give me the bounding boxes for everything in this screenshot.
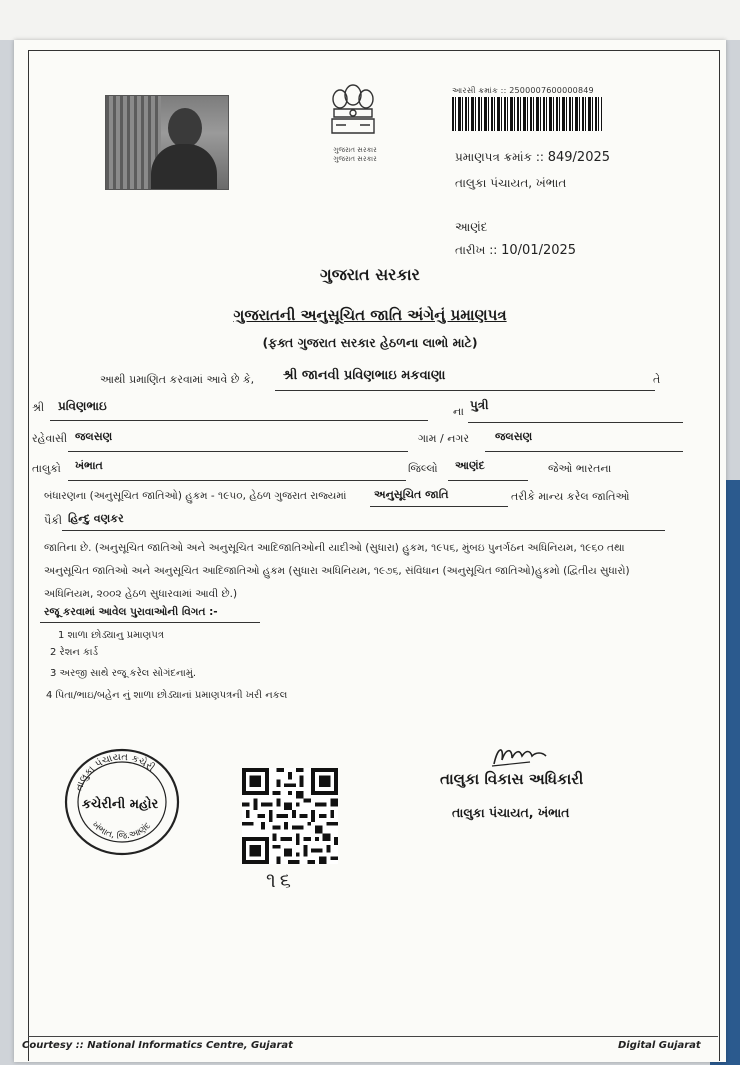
applicant-name: શ્રી જાનવી પ્રવિણભાઇ મકવાણા: [283, 368, 446, 383]
emblem-caption: ગુજરાત સરકાર ગુજરાત સરકાર: [333, 146, 377, 163]
signatory-title: તાલુકા વિકાસ અધિકારી: [440, 770, 584, 788]
certificate-title: ગુજરાતની અનુસૂચિત જાતિ અંગેનું પ્રમાણપત્ર: [233, 306, 507, 324]
evidence-item: 2 રેશન કાર્ડ: [50, 647, 99, 658]
signature-mark: [490, 742, 550, 770]
issuing-office: તાલુકા પંચાયત, ખંભાત: [455, 176, 567, 190]
evidence-item: 4 પિતા/ભાઇ/બહેન નું શાળા છોડ્યાનાં પ્રમાણપત્રની ખરી નકલ: [46, 690, 288, 701]
svg-text:તાલુકા પંચાયત કચેરી: [74, 752, 157, 793]
barcode-label: આરસી ક્રમાંક :: 2500007600000849: [452, 86, 594, 95]
certify-label: આથી પ્રમાણિત કરવામાં આવે છે કે,: [100, 373, 255, 386]
resident-value: જલસણ: [75, 430, 113, 443]
taluka-label: તાલુકો: [32, 462, 61, 475]
office-seal-icon: [62, 746, 182, 858]
village-label: ગામ / નગર: [418, 432, 470, 445]
government-title: ગુજરાત સરકાર: [320, 265, 420, 284]
applicant-photo: [105, 95, 229, 190]
background-top: [0, 0, 740, 40]
district-value: આણંદ: [455, 459, 485, 472]
certificate-number: પ્રમાણપત્ર ક્રમાંક :: 849/2025: [455, 150, 611, 165]
taluka-value: ખંભાત: [75, 459, 103, 472]
na-label: ના: [453, 405, 464, 418]
subcaste-label: પૈકી: [44, 514, 63, 527]
footer-courtesy: Courtesy :: National Informatics Centre, Gujarat: [22, 1040, 293, 1051]
barcode: [452, 97, 602, 131]
seal-center-text: કચેરીની મહોર: [81, 797, 159, 812]
seal-ring-text: તાલુકા પંચાયત કચેરી: [73, 751, 157, 793]
evidence-item: 3 અરજી સાથે રજૂ કરેલ સોગંદનામું.: [50, 668, 197, 679]
village-value: જલસણ: [495, 430, 533, 443]
te-label: તે: [653, 373, 661, 386]
certificate-subtitle: (ફક્ત ગુજરાત સરકાર હેઠળના લાભો માટે): [262, 335, 478, 350]
category: અનુસૂચિત જાતિ: [374, 488, 449, 501]
evidence-item: 1 શાળા છોડ્યાનુ પ્રમાણપત્ર: [58, 630, 164, 641]
legal-paragraph: જાતિના છે. (અનુસૂચિત જાતિઓ અને અનુસૂચિત આદિજાતિઓની યાદીઓ (સુધારા) હુકમ, ૧૯૫૬, મુંબઇ પુનર્ગઠન અધિનિયમ, ૧૯૬૦ તથા અનુસૂચિત જાતિઓ અને અનુસૂચિત આદિજાતિઓ હુકમ (સુધારા અધિનિયમ, ૧૯૭૬, સંવિધાન (અનુસૂચિત જાતિઓ)હુકમો (દ્વિતીય સુધારો) અધિનિયમ, ૨૦૦૨ હેઠળ સુધારવામાં આવી છે.): [44, 542, 630, 600]
place: આણંદ: [455, 220, 488, 234]
issue-date: તારીખ :: 10/01/2025: [455, 243, 577, 258]
svg-text:ખંભાત, જિ.આણંદ: [90, 819, 153, 841]
seal-bottom-text: ખંભાત, જિ.આણંદ: [89, 819, 154, 842]
subcaste-value: હિન્દુ વણકર: [68, 512, 124, 525]
evidence-heading: રજૂ કરવામાં આવેલ પુરાવાઓની વિગત :-: [44, 606, 218, 618]
order-text: બંધારણના (અનુસૂચિત જાતિઓ) હુકમ - ૧૯૫૦, હેઠળ ગુજરાત રાજ્યમાં: [44, 490, 347, 502]
qr-code: [242, 768, 338, 864]
signatory-office: તાલુકા પંચાયત, ખંભાત: [452, 805, 570, 820]
district-label: જિલ્લો: [408, 462, 438, 475]
handwritten-number: ૧૬: [266, 868, 295, 892]
relation: પુત્રી: [470, 398, 489, 412]
india-label: જેઓ ભારતના: [548, 462, 612, 475]
state-emblem-icon: [322, 75, 384, 145]
recognized-label: તરીકે માન્ય કરેલ જાતિઓ: [511, 490, 630, 503]
resident-label: રહેવાસી: [32, 432, 68, 445]
footer-brand: Digital Gujarat: [618, 1040, 701, 1051]
father-name: પ્રવિણભાઇ: [58, 399, 107, 413]
father-prefix: શ્રી: [32, 401, 45, 414]
